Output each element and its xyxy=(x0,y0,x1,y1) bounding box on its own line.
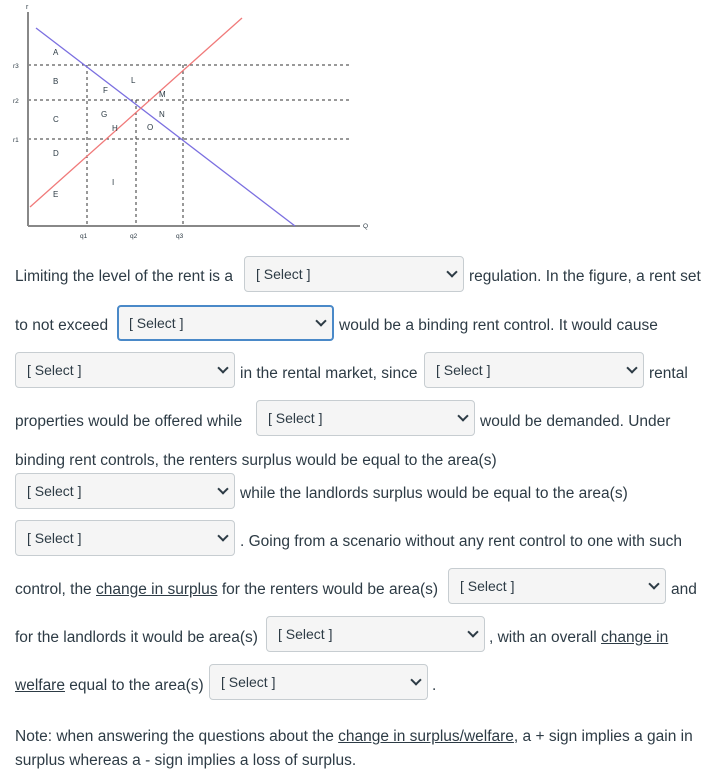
landlords-change-select[interactable] xyxy=(266,616,485,652)
x-axis-label: Q xyxy=(363,223,369,230)
select-value: [ Select ] xyxy=(129,315,184,331)
area-label-e: E xyxy=(53,190,59,199)
select-value: [ Select ] xyxy=(27,483,82,499)
x-tick-q2: q2 xyxy=(130,233,138,240)
area-label-c: C xyxy=(53,115,59,124)
change-in-surplus-welfare-link[interactable]: change in surplus/welfare xyxy=(338,728,514,745)
text-line-7: . Going from a scenario without any rent control to one with such xyxy=(240,533,682,550)
text-line-3b: rental xyxy=(649,365,688,382)
change-in-surplus-link[interactable]: change in surplus xyxy=(96,581,218,598)
chevron-down-icon xyxy=(316,316,326,326)
select-value: [ Select ] xyxy=(27,530,82,546)
demand-curve xyxy=(36,28,295,226)
chevron-down-icon xyxy=(218,484,228,494)
text-line-1a: Limiting the level of the rent is a xyxy=(15,268,233,285)
text-line-10a xyxy=(15,677,204,695)
quantity-demanded-select[interactable] xyxy=(256,400,475,436)
text-line-10b: . xyxy=(432,677,437,694)
y-tick-r2: r2 xyxy=(13,98,19,105)
area-label-b: B xyxy=(53,77,59,86)
text-line-9b xyxy=(489,629,668,647)
text-line-4a: properties would be offered while xyxy=(15,413,243,430)
text-line-2b: would be a binding rent control. It would cause xyxy=(339,317,658,334)
chevron-down-icon xyxy=(458,411,468,421)
supply-demand-graph xyxy=(0,0,723,250)
chevron-down-icon xyxy=(218,363,228,373)
select-value: [ Select ] xyxy=(268,410,323,426)
area-label-m: M xyxy=(159,90,166,99)
text-line-5: binding rent controls, the renters surplus would be equal to the area(s) xyxy=(15,452,497,469)
rent-ceiling-select[interactable] xyxy=(117,305,334,341)
x-tick-q3: q3 xyxy=(176,233,184,240)
area-label-i: I xyxy=(112,178,115,187)
area-label-o: O xyxy=(147,123,154,132)
select-value: [ Select ] xyxy=(221,674,276,690)
note-a: Note: when answering the questions about the xyxy=(15,728,334,745)
quantity-supplied-select[interactable] xyxy=(424,352,644,388)
area-label-d: D xyxy=(53,149,59,158)
select-value: [ Select ] xyxy=(436,362,491,378)
chevron-down-icon xyxy=(447,267,457,277)
text-8b: for the renters would be area(s) xyxy=(221,581,439,598)
area-label-g: G xyxy=(101,110,108,119)
landlords-surplus-select[interactable] xyxy=(15,520,235,556)
welfare-change-select[interactable] xyxy=(209,664,428,700)
area-label-h: H xyxy=(112,124,118,133)
text-line-8 xyxy=(15,581,438,599)
renters-change-select[interactable] xyxy=(448,568,666,604)
area-label-n: N xyxy=(159,110,165,119)
chevron-down-icon xyxy=(468,627,478,637)
select-value: [ Select ] xyxy=(460,578,515,594)
change-in-welfare-link[interactable]: change in xyxy=(601,629,669,646)
chevron-down-icon xyxy=(218,531,228,541)
area-label-l: L xyxy=(131,76,136,85)
market-effect-select[interactable] xyxy=(15,352,235,388)
chevron-down-icon xyxy=(649,579,659,589)
text-9b: , with an overall xyxy=(489,629,597,646)
select-value: [ Select ] xyxy=(278,626,333,642)
regulation-type-select[interactable] xyxy=(244,256,464,292)
text-line-4b: would be demanded. Under xyxy=(480,413,671,430)
text-line-2a: to not exceed xyxy=(15,317,109,334)
text-line-9a: for the landlords it would be area(s) xyxy=(15,629,258,646)
x-tick-q1: q1 xyxy=(80,233,88,240)
y-tick-r3: r3 xyxy=(13,63,19,70)
note xyxy=(15,725,715,773)
welfare-link[interactable]: welfare xyxy=(15,677,65,694)
chevron-down-icon xyxy=(627,363,637,373)
text-10a: equal to the area(s) xyxy=(69,677,204,694)
text-line-6: while the landlords surplus would be equal to the area(s) xyxy=(240,485,628,502)
select-value: [ Select ] xyxy=(27,362,82,378)
renters-surplus-select[interactable] xyxy=(15,473,235,509)
y-tick-r1: r1 xyxy=(13,137,19,144)
select-value: [ Select ] xyxy=(256,266,311,282)
text-8a: control, the xyxy=(15,581,92,598)
y-axis-label: r xyxy=(26,4,29,11)
text-line-3a: in the rental market, since xyxy=(240,365,418,382)
chevron-down-icon xyxy=(411,675,421,685)
note-b: , a + sign implies a gain in surplus whereas a - sign implies a loss of surplus. xyxy=(15,728,693,769)
text-line-1b: regulation. In the figure, a rent set xyxy=(469,268,701,285)
area-label-f: F xyxy=(103,86,108,95)
text-line-8c: and xyxy=(671,581,697,598)
area-label-a: A xyxy=(53,48,59,57)
